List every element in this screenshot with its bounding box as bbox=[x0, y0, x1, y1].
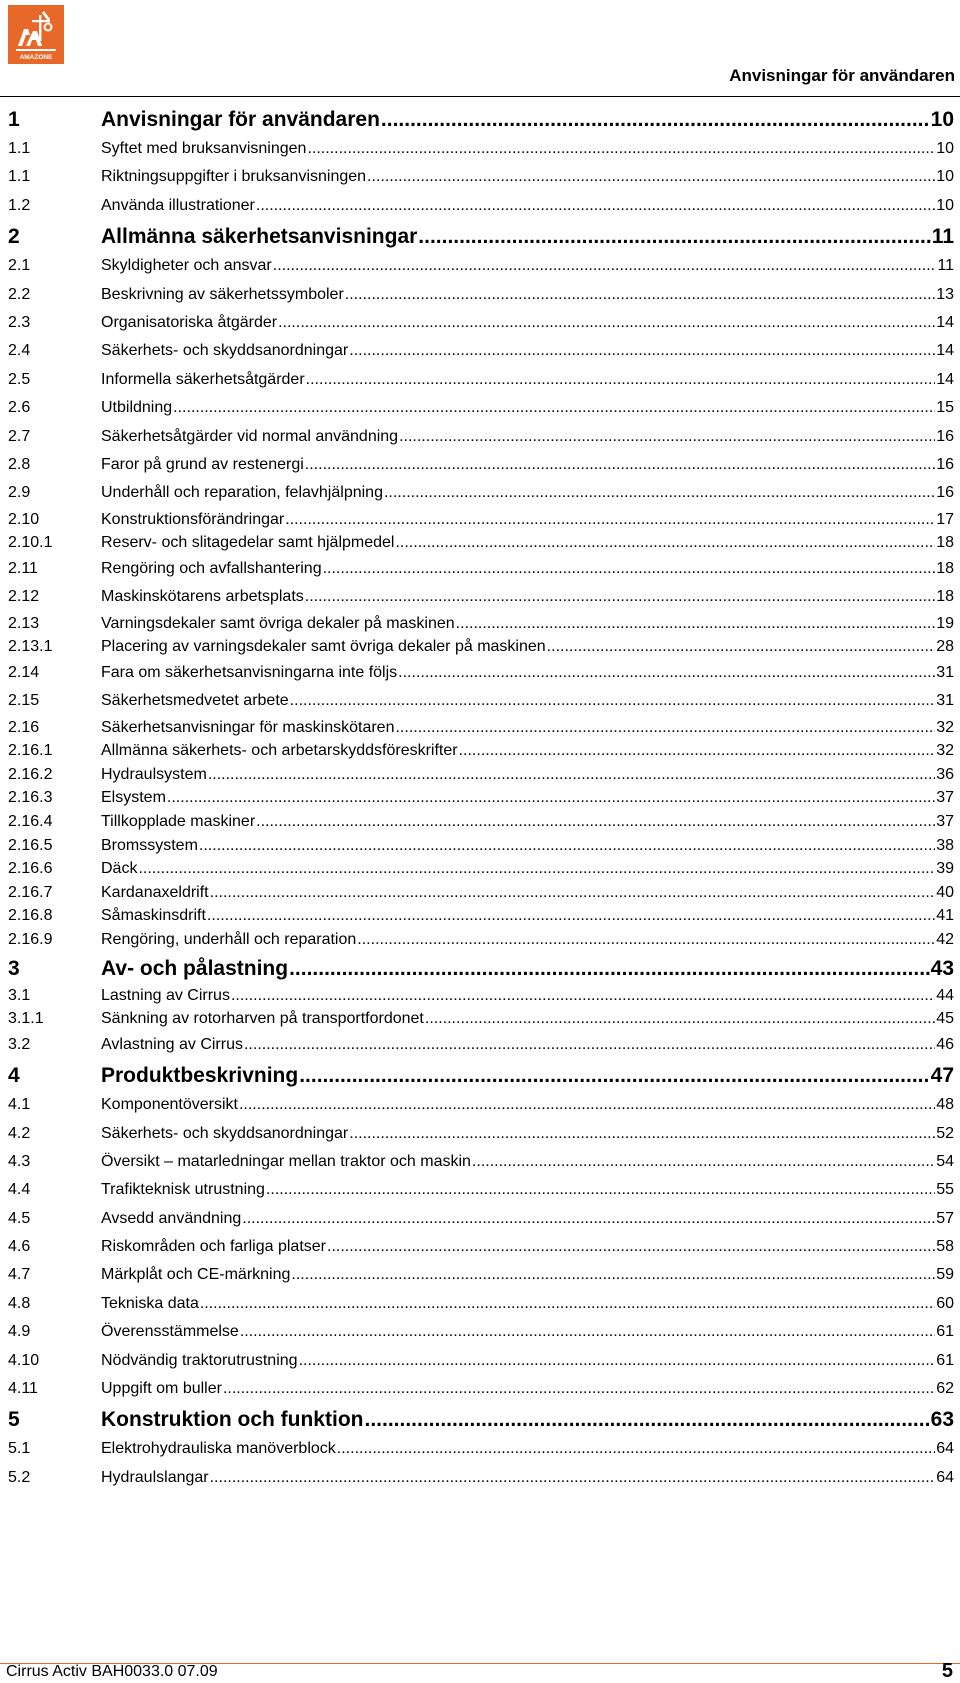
toc-entry-title: Komponentöversikt bbox=[101, 1096, 238, 1114]
toc-section-entry[interactable] bbox=[8, 508, 954, 532]
table-of-contents bbox=[8, 103, 954, 1492]
toc-entry-number: 2.7 bbox=[8, 427, 31, 445]
toc-entry-page: 60 bbox=[936, 1294, 954, 1312]
toc-section-entry[interactable] bbox=[8, 881, 954, 905]
toc-chapter-entry[interactable] bbox=[8, 1405, 954, 1435]
toc-dot-leader bbox=[418, 222, 931, 252]
toc-entry-title: Av- och pålastning bbox=[101, 956, 289, 980]
toc-section-entry[interactable] bbox=[8, 928, 954, 952]
toc-entry-title: Riktningsuppgifter i bruksanvisningen bbox=[101, 168, 367, 186]
toc-dot-leader bbox=[299, 1347, 936, 1375]
toc-entry-title: Skyldigheter och ansvar bbox=[101, 257, 272, 275]
header-divider bbox=[0, 96, 960, 97]
toc-dot-leader bbox=[349, 337, 935, 365]
toc-dot-leader bbox=[357, 928, 935, 952]
toc-entry-title: Sänkning av rotorharven på transportfordonet bbox=[101, 1010, 424, 1028]
toc-entry-title: Säkerhets- och skyddsanordningar bbox=[101, 1124, 349, 1142]
toc-entry-number: 2.15 bbox=[8, 692, 40, 710]
toc-entry-title: Informella säkerhetsåtgärder bbox=[101, 370, 305, 388]
toc-entry-title: Säkerhetsanvisningar för maskinskötaren bbox=[101, 718, 395, 736]
toc-entry-page: 44 bbox=[936, 986, 954, 1004]
toc-dot-leader bbox=[199, 834, 935, 858]
toc-entry-number: 2.13 bbox=[8, 614, 40, 632]
toc-entry-number: 2.16.1 bbox=[8, 742, 53, 760]
toc-dot-leader bbox=[278, 309, 935, 337]
toc-entry-page: 28 bbox=[936, 638, 954, 656]
toc-entry-title: Använda illustrationer bbox=[101, 196, 255, 214]
toc-entry-page: 62 bbox=[936, 1380, 954, 1398]
toc-entry-title: Elektrohydrauliska manöverblock bbox=[101, 1440, 336, 1458]
toc-dot-leader bbox=[299, 1061, 929, 1091]
toc-entry-number: 4.4 bbox=[8, 1181, 31, 1199]
toc-entry-title: Konstruktionsförändringar bbox=[101, 510, 285, 528]
toc-entry-page: 48 bbox=[936, 1096, 954, 1114]
toc-entry-page: 31 bbox=[936, 692, 954, 710]
toc-entry-page: 10 bbox=[936, 168, 954, 186]
toc-entry-number: 2.1 bbox=[8, 257, 31, 275]
toc-entry-page: 16 bbox=[936, 455, 954, 473]
toc-entry-page: 11 bbox=[937, 257, 954, 275]
toc-entry-page: 63 bbox=[930, 1408, 954, 1432]
toc-entry-page: 37 bbox=[936, 813, 954, 830]
toc-entry-page: 32 bbox=[936, 742, 954, 760]
toc-entry-title: Avsedd användning bbox=[101, 1209, 242, 1227]
toc-entry-page: 54 bbox=[936, 1152, 954, 1170]
toc-entry-page: 47 bbox=[930, 1064, 954, 1088]
toc-entry-page: 40 bbox=[936, 883, 954, 901]
toc-entry-title: Säkerhetsmedvetet arbete bbox=[101, 692, 289, 710]
toc-section-entry[interactable] bbox=[8, 337, 954, 365]
toc-chapter-entry[interactable] bbox=[8, 222, 954, 252]
toc-section-entry[interactable] bbox=[8, 984, 954, 1008]
toc-chapter-entry[interactable] bbox=[8, 954, 954, 984]
toc-entry-number: 2.10 bbox=[8, 510, 40, 528]
toc-dot-leader bbox=[289, 954, 930, 984]
toc-dot-leader bbox=[337, 1435, 935, 1463]
toc-entry-page: 14 bbox=[936, 342, 954, 360]
toc-dot-leader bbox=[307, 135, 935, 163]
toc-dot-leader bbox=[305, 451, 935, 479]
toc-entry-number: 2.16 bbox=[8, 718, 40, 736]
toc-section-entry[interactable] bbox=[8, 687, 954, 715]
toc-section-entry[interactable] bbox=[8, 163, 954, 191]
toc-entry-page: 61 bbox=[936, 1351, 954, 1369]
toc-entry-page: 52 bbox=[936, 1124, 954, 1142]
toc-entry-title: Placering av varningsdekaler samt övriga dekaler på maskinen bbox=[101, 638, 546, 656]
toc-entry-page: 18 bbox=[936, 559, 954, 577]
toc-section-entry[interactable] bbox=[8, 612, 954, 636]
toc-entry-title: Överensstämmelse bbox=[101, 1323, 239, 1341]
toc-entry-number: 4.1 bbox=[8, 1096, 31, 1114]
toc-entry-title: Såmaskinsdrift bbox=[101, 907, 206, 925]
toc-entry-page: 17 bbox=[936, 510, 954, 528]
toc-chapter-entry[interactable] bbox=[8, 105, 954, 135]
toc-entry-number: 5.2 bbox=[8, 1468, 31, 1486]
toc-dot-leader bbox=[384, 479, 935, 507]
toc-dot-leader bbox=[290, 687, 936, 715]
toc-entry-page: 64 bbox=[936, 1468, 954, 1486]
toc-entry-title: Rengöring och avfallshantering bbox=[101, 559, 322, 577]
toc-entry-page: 59 bbox=[936, 1266, 954, 1284]
toc-entry-title: Säkerhetsåtgärder vid normal användning bbox=[101, 427, 399, 445]
toc-section-entry[interactable] bbox=[8, 659, 954, 687]
toc-entry-page: 41 bbox=[936, 907, 954, 925]
toc-entry-title: Märkplåt och CE-märkning bbox=[101, 1266, 291, 1284]
toc-dot-leader bbox=[242, 1205, 935, 1233]
toc-section-entry[interactable] bbox=[8, 531, 954, 555]
toc-entry-number: 5 bbox=[8, 1408, 20, 1432]
toc-entry-title: Kardanaxeldrift bbox=[101, 883, 209, 901]
toc-entry-title: Fara om säkerhetsanvisningarna inte följs bbox=[101, 663, 398, 681]
toc-entry-number: 1.2 bbox=[8, 196, 31, 214]
toc-section-entry[interactable] bbox=[8, 423, 954, 451]
toc-entry-number: 4.2 bbox=[8, 1124, 31, 1142]
toc-dot-leader bbox=[398, 659, 935, 687]
toc-entry-title: Översikt – matarledningar mellan traktor och maskin bbox=[101, 1152, 471, 1170]
toc-entry-page: 10 bbox=[936, 140, 954, 157]
toc-dot-leader bbox=[395, 716, 935, 740]
toc-entry-title: Organisatoriska åtgärder bbox=[101, 313, 278, 331]
toc-entry-number: 2.14 bbox=[8, 663, 40, 681]
toc-entry-title: Tekniska data bbox=[101, 1294, 199, 1312]
toc-section-entry[interactable] bbox=[8, 786, 954, 810]
toc-section-entry[interactable] bbox=[8, 810, 954, 834]
toc-entry-number: 2.16.7 bbox=[8, 883, 53, 901]
toc-entry-page: 16 bbox=[936, 427, 954, 445]
toc-dot-leader bbox=[239, 1091, 935, 1119]
toc-entry-number: 3 bbox=[8, 956, 20, 980]
toc-entry-number: 5.1 bbox=[8, 1440, 31, 1458]
toc-section-entry[interactable] bbox=[8, 1007, 954, 1031]
toc-entry-title: Trafikteknisk utrustning bbox=[101, 1181, 265, 1199]
toc-entry-title: Varningsdekaler samt övriga dekaler på maskinen bbox=[101, 614, 455, 632]
toc-entry-number: 2.16.4 bbox=[8, 813, 53, 830]
toc-entry-number: 2.16.3 bbox=[8, 789, 53, 807]
toc-entry-number: 2.16.2 bbox=[8, 765, 53, 783]
toc-section-entry[interactable] bbox=[8, 1031, 954, 1059]
toc-section-entry[interactable] bbox=[8, 1318, 954, 1346]
toc-entry-number: 2.16.8 bbox=[8, 907, 53, 925]
toc-entry-title: Anvisningar för användaren bbox=[101, 108, 380, 131]
toc-section-entry[interactable] bbox=[8, 192, 954, 220]
toc-entry-number: 4 bbox=[8, 1064, 20, 1088]
toc-section-entry[interactable] bbox=[8, 555, 954, 583]
toc-dot-leader bbox=[210, 881, 936, 905]
toc-entry-title: Nödvändig traktorutrustning bbox=[101, 1351, 298, 1369]
toc-entry-page: 57 bbox=[936, 1209, 954, 1227]
toc-section-entry[interactable] bbox=[8, 763, 954, 787]
toc-entry-title: Hydraulslangar bbox=[101, 1468, 209, 1486]
toc-entry-number: 1 bbox=[8, 108, 20, 131]
toc-entry-number: 2.13.1 bbox=[8, 638, 53, 656]
toc-dot-leader bbox=[208, 763, 935, 787]
toc-entry-number: 3.1.1 bbox=[8, 1010, 44, 1028]
toc-entry-title: Maskinskötarens arbetsplats bbox=[101, 588, 304, 606]
toc-dot-leader bbox=[327, 1233, 935, 1261]
toc-entry-number: 2.12 bbox=[8, 588, 40, 606]
toc-entry-number: 2.8 bbox=[8, 455, 31, 473]
toc-entry-title: Utbildning bbox=[101, 399, 173, 417]
toc-dot-leader bbox=[472, 1148, 935, 1176]
toc-entry-page: 16 bbox=[936, 484, 954, 502]
toc-entry-title: Hydraulsystem bbox=[101, 765, 207, 783]
toc-dot-leader bbox=[285, 508, 935, 532]
toc-entry-number: 2.2 bbox=[8, 285, 31, 303]
amazone-logo bbox=[8, 5, 64, 64]
toc-section-entry[interactable] bbox=[8, 135, 954, 163]
toc-dot-leader bbox=[173, 394, 935, 422]
toc-entry-title: Allmänna säkerhetsanvisningar bbox=[101, 225, 418, 249]
toc-entry-number: 1.1 bbox=[8, 168, 31, 186]
toc-chapter-entry[interactable] bbox=[8, 1061, 954, 1091]
toc-entry-page: 15 bbox=[936, 399, 954, 417]
toc-section-entry[interactable] bbox=[8, 479, 954, 507]
toc-entry-title: Produktbeskrivning bbox=[101, 1064, 299, 1088]
toc-section-entry[interactable] bbox=[8, 1120, 954, 1148]
toc-entry-number: 4.11 bbox=[8, 1380, 38, 1398]
toc-section-entry[interactable] bbox=[8, 1205, 954, 1233]
toc-dot-leader bbox=[266, 1176, 935, 1204]
toc-entry-number: 2.3 bbox=[8, 313, 31, 331]
toc-dot-leader bbox=[231, 984, 935, 1008]
toc-dot-leader bbox=[349, 1120, 935, 1148]
toc-section-entry[interactable] bbox=[8, 716, 954, 740]
toc-dot-leader bbox=[547, 635, 936, 659]
toc-dot-leader bbox=[456, 612, 936, 636]
toc-entry-page: 10 bbox=[936, 196, 954, 214]
toc-section-entry[interactable] bbox=[8, 394, 954, 422]
toc-entry-title: Avlastning av Cirrus bbox=[101, 1035, 243, 1053]
toc-section-entry[interactable] bbox=[8, 1435, 954, 1463]
toc-dot-leader bbox=[367, 163, 935, 191]
toc-entry-number: 4.5 bbox=[8, 1209, 31, 1227]
toc-section-entry[interactable] bbox=[8, 1290, 954, 1318]
toc-section-entry[interactable] bbox=[8, 281, 954, 309]
toc-entry-page: 55 bbox=[936, 1181, 954, 1199]
toc-entry-number: 2.16.9 bbox=[8, 930, 53, 948]
toc-section-entry[interactable] bbox=[8, 1261, 954, 1289]
toc-entry-page: 46 bbox=[936, 1035, 954, 1053]
toc-entry-page: 38 bbox=[936, 836, 954, 854]
toc-dot-leader bbox=[244, 1031, 935, 1059]
toc-entry-number: 4.10 bbox=[8, 1351, 40, 1369]
toc-section-entry[interactable] bbox=[8, 834, 954, 858]
toc-dot-leader bbox=[364, 1405, 929, 1435]
toc-entry-title: Säkerhets- och skyddsanordningar bbox=[101, 342, 349, 360]
toc-entry-title: Tillkopplade maskiner bbox=[101, 813, 256, 830]
toc-dot-leader bbox=[459, 739, 936, 763]
toc-section-entry[interactable] bbox=[8, 583, 954, 611]
toc-entry-page: 39 bbox=[936, 860, 954, 878]
toc-entry-number: 2.16.5 bbox=[8, 836, 53, 854]
toc-entry-number: 2 bbox=[8, 225, 20, 249]
page-header-title: Anvisningar för användaren bbox=[729, 66, 955, 85]
toc-entry-title: Bromssystem bbox=[101, 836, 198, 854]
toc-section-entry[interactable] bbox=[8, 1347, 954, 1375]
toc-dot-leader bbox=[323, 555, 936, 583]
toc-dot-leader bbox=[425, 1007, 935, 1031]
toc-section-entry[interactable] bbox=[8, 1375, 954, 1403]
toc-entry-number: 4.9 bbox=[8, 1323, 31, 1341]
toc-entry-title: Faror på grund av restenergi bbox=[101, 455, 304, 473]
toc-entry-page: 37 bbox=[936, 789, 954, 807]
toc-entry-title: Rengöring, underhåll och reparation bbox=[101, 930, 357, 948]
toc-dot-leader bbox=[399, 423, 935, 451]
toc-entry-title: Däck bbox=[101, 860, 138, 878]
toc-section-entry[interactable] bbox=[8, 1464, 954, 1492]
toc-entry-page: 19 bbox=[936, 614, 954, 632]
toc-section-entry[interactable] bbox=[8, 366, 954, 394]
toc-dot-leader bbox=[381, 105, 930, 135]
toc-entry-title: Konstruktion och funktion bbox=[101, 1408, 364, 1432]
toc-entry-page: 18 bbox=[936, 588, 954, 606]
footer-doc-reference: Cirrus Activ BAH0033.0 07.09 bbox=[6, 1663, 218, 1680]
toc-dot-leader bbox=[223, 1375, 935, 1403]
toc-dot-leader bbox=[256, 810, 935, 834]
toc-dot-leader bbox=[138, 857, 935, 881]
toc-entry-title: Riskområden och farliga platser bbox=[101, 1238, 326, 1256]
toc-dot-leader bbox=[200, 1290, 935, 1318]
toc-entry-title: Elsystem bbox=[101, 789, 166, 807]
toc-section-entry[interactable] bbox=[8, 1148, 954, 1176]
toc-entry-number: 2.10.1 bbox=[8, 534, 53, 552]
toc-entry-title: Reserv- och slitagedelar samt hjälpmedel bbox=[101, 534, 395, 552]
toc-section-entry[interactable] bbox=[8, 252, 954, 280]
toc-entry-number: 2.6 bbox=[8, 399, 31, 417]
toc-entry-page: 45 bbox=[936, 1010, 954, 1028]
toc-dot-leader bbox=[291, 1261, 935, 1289]
toc-entry-page: 43 bbox=[930, 956, 954, 980]
toc-entry-page: 61 bbox=[936, 1323, 954, 1341]
toc-entry-page: 18 bbox=[936, 534, 954, 552]
toc-entry-number: 2.4 bbox=[8, 342, 31, 360]
toc-section-entry[interactable] bbox=[8, 904, 954, 928]
toc-dot-leader bbox=[305, 583, 935, 611]
toc-entry-title: Syftet med bruksanvisningen bbox=[101, 140, 307, 157]
toc-entry-page: 13 bbox=[936, 285, 954, 303]
toc-dot-leader bbox=[306, 366, 936, 394]
toc-dot-leader bbox=[395, 531, 935, 555]
toc-section-entry[interactable] bbox=[8, 451, 954, 479]
toc-dot-leader bbox=[210, 1464, 936, 1492]
toc-dot-leader bbox=[256, 192, 935, 220]
toc-dot-leader bbox=[207, 904, 935, 928]
toc-entry-number: 4.6 bbox=[8, 1238, 31, 1256]
logo-wordmark: AMAZONE bbox=[19, 54, 53, 61]
toc-entry-page: 32 bbox=[936, 718, 954, 736]
toc-entry-title: Beskrivning av säkerhetssymboler bbox=[101, 285, 344, 303]
toc-section-entry[interactable] bbox=[8, 309, 954, 337]
toc-entry-number: 3.1 bbox=[8, 986, 31, 1004]
toc-entry-title: Underhåll och reparation, felavhjälpning bbox=[101, 484, 383, 502]
toc-section-entry[interactable] bbox=[8, 1091, 954, 1119]
toc-dot-leader bbox=[345, 281, 935, 309]
toc-dot-leader bbox=[167, 786, 935, 810]
toc-dot-leader bbox=[273, 252, 937, 280]
toc-entry-title: Uppgift om buller bbox=[101, 1380, 222, 1398]
toc-entry-number: 4.8 bbox=[8, 1294, 31, 1312]
toc-entry-page: 14 bbox=[936, 313, 954, 331]
footer-page-number: 5 bbox=[941, 1660, 953, 1682]
toc-entry-page: 14 bbox=[936, 370, 954, 388]
toc-entry-number: 2.9 bbox=[8, 484, 31, 502]
toc-entry-number: 4.7 bbox=[8, 1266, 31, 1284]
toc-entry-page: 58 bbox=[936, 1238, 954, 1256]
toc-dot-leader bbox=[240, 1318, 935, 1346]
toc-section-entry[interactable] bbox=[8, 857, 954, 881]
toc-entry-number: 4.3 bbox=[8, 1152, 31, 1170]
toc-section-entry[interactable] bbox=[8, 739, 954, 763]
toc-entry-number: 2.16.6 bbox=[8, 860, 53, 878]
toc-entry-number: 2.5 bbox=[8, 370, 31, 388]
toc-entry-page: 10 bbox=[930, 108, 954, 131]
toc-section-entry[interactable] bbox=[8, 1176, 954, 1204]
toc-entry-page: 64 bbox=[936, 1440, 954, 1458]
toc-entry-page: 42 bbox=[936, 930, 954, 948]
toc-section-entry[interactable] bbox=[8, 635, 954, 659]
toc-entry-page: 36 bbox=[936, 765, 954, 783]
amazone-logo-icon bbox=[8, 5, 64, 64]
toc-entry-title: Lastning av Cirrus bbox=[101, 986, 230, 1004]
toc-entry-title: Allmänna säkerhets- och arbetarskyddsföreskrifter bbox=[101, 742, 458, 760]
toc-entry-number: 1.1 bbox=[8, 140, 31, 157]
toc-entry-page: 11 bbox=[931, 225, 954, 249]
toc-section-entry[interactable] bbox=[8, 1233, 954, 1261]
toc-entry-number: 2.11 bbox=[8, 559, 38, 577]
toc-entry-number: 3.2 bbox=[8, 1035, 31, 1053]
toc-entry-page: 31 bbox=[936, 663, 954, 681]
